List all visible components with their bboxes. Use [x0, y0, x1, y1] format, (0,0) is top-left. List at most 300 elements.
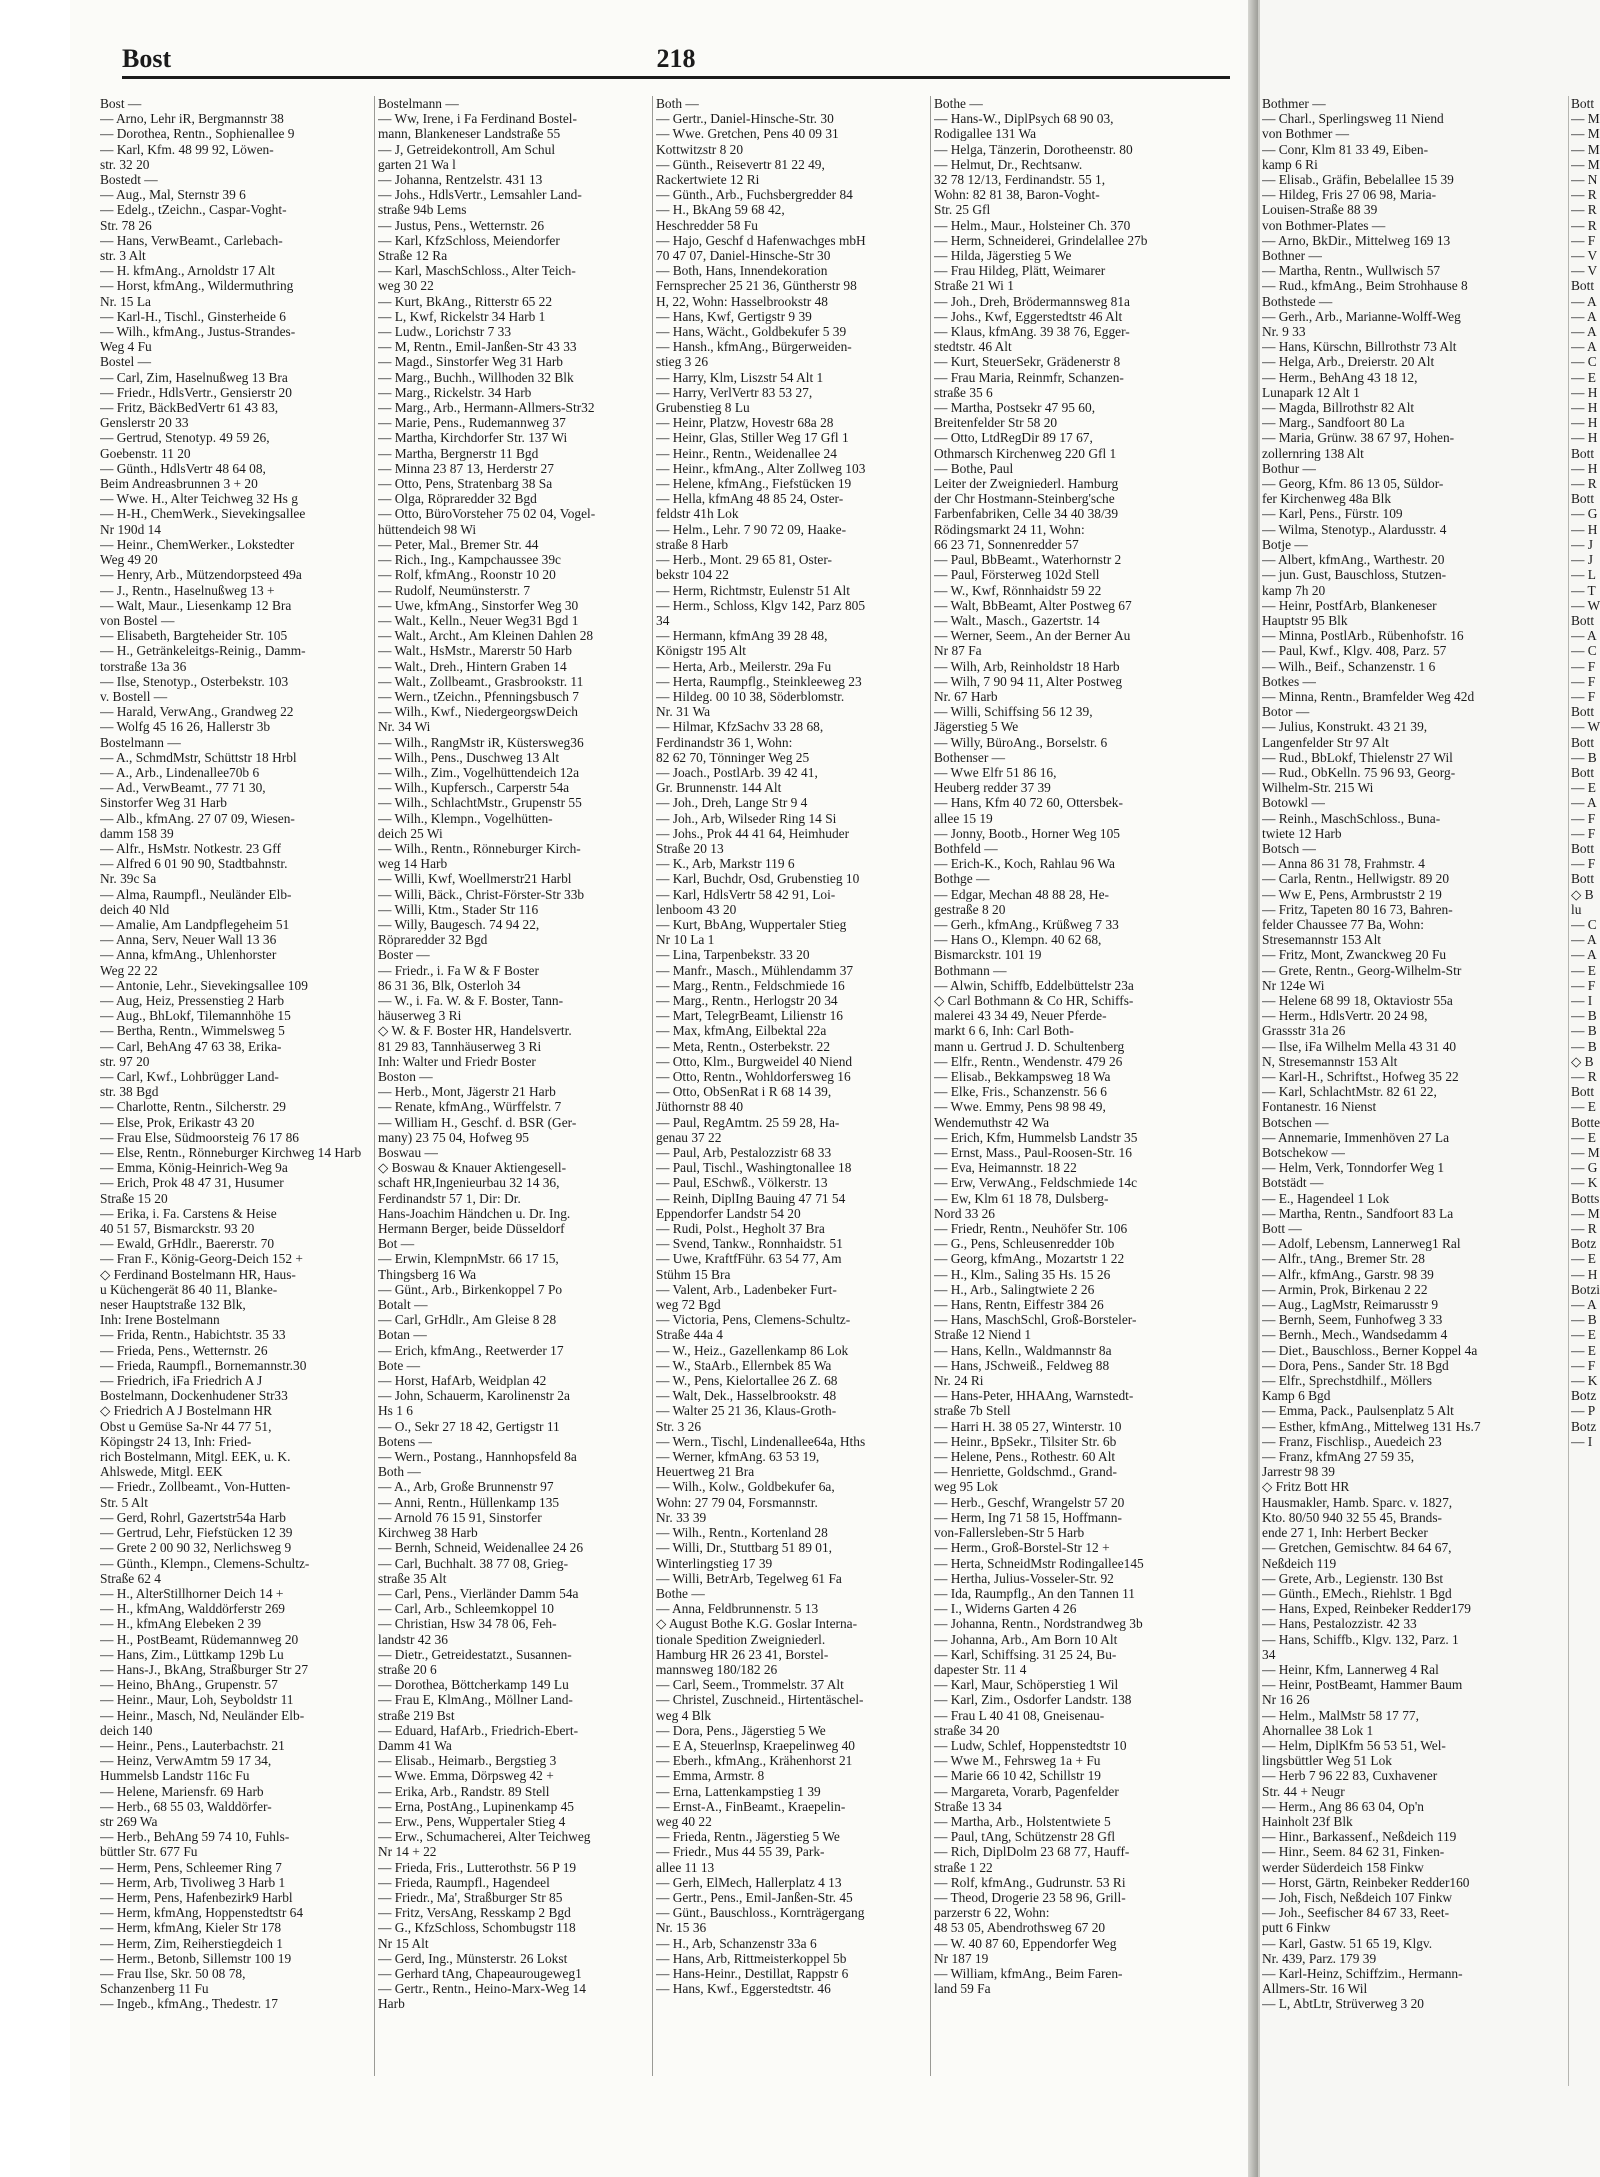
- directory-entry: — H. kfmAng., Arnoldstr 17 Alt: [100, 263, 275, 279]
- directory-entry: — Meta, Rentn., Osterbekstr. 22: [656, 1038, 831, 1054]
- directory-entry: — Elfr., Rentn., Wendenstr. 479 26: [934, 1053, 1123, 1069]
- directory-entry: — F: [1571, 810, 1596, 826]
- directory-entry: Botte: [1571, 1114, 1600, 1130]
- directory-entry: — Minna, PostlArb., Rübenhofstr. 16: [1262, 628, 1464, 644]
- directory-entry: Nr 14 + 22: [378, 1844, 437, 1860]
- directory-entry: — Ww E, Pens, Armbruststr 2 19: [1262, 886, 1442, 902]
- directory-entry: 81 29 83, Tannhäuserweg 3 Ri: [378, 1038, 542, 1054]
- directory-entry: schaft HR,Ingenieurbau 32 14 36,: [378, 1175, 560, 1191]
- directory-entry: Nr. 24 Ri: [934, 1373, 984, 1389]
- directory-entry: Goebenstr. 11 20: [100, 445, 191, 461]
- directory-entry: — Ludw., Lorichstr 7 33: [378, 324, 512, 340]
- directory-entry: — Gertr., Rentn., Heino-Marx-Weg 14: [378, 1981, 586, 1997]
- directory-entry: Bott: [1571, 96, 1595, 111]
- directory-entry: — Anna, Feldbrunnenstr. 5 13: [656, 1601, 819, 1617]
- directory-entry: — Ilse, Stenotyp., Osterbekstr. 103: [100, 673, 289, 689]
- directory-entry: Bostelmann —: [378, 96, 459, 111]
- directory-entry: lingsbüttler Weg 51 Lok: [1262, 1753, 1392, 1769]
- directory-entry: — Hans-W., DiplPsych 68 90 03,: [934, 111, 1114, 127]
- directory-entry: — H: [1571, 1266, 1598, 1282]
- directory-entry: — Hajo, Geschf d Hafenwachges mbH: [656, 232, 866, 248]
- directory-entry: — Harry, VerlVertr 83 53 27,: [656, 384, 813, 400]
- directory-entry: — E: [1571, 1251, 1596, 1267]
- directory-entry: — Hans, Arb, Rittmeisterkoppel 5b: [656, 1950, 847, 1966]
- directory-entry: lenboom 43 20: [656, 901, 737, 917]
- directory-entry: — Wwe Elfr 51 86 16,: [934, 764, 1057, 780]
- directory-entry: — A., Arb, Große Brunnenstr 97: [378, 1479, 554, 1495]
- directory-entry: — Elfr., Sprechstdhilf., Möllers: [1262, 1373, 1432, 1389]
- directory-entry: Nr 124e Wi: [1262, 977, 1325, 993]
- directory-entry: — Alwin, Schiffb, Eddelbüttelstr 23a: [934, 977, 1134, 993]
- directory-entry: — Carl, Kwf., Lohbrügger Land-: [100, 1069, 279, 1084]
- directory-entry: weg 72 Bgd: [656, 1297, 721, 1313]
- directory-entry: — Horst, kfmAng., Wildermuthring: [100, 278, 294, 294]
- directory-entry: — L, AbtLtr, Strüverweg 3 20: [1262, 1996, 1424, 2012]
- directory-entry: Hs 1 6: [378, 1403, 413, 1419]
- directory-entry: Nr. 439, Parz. 179 39: [1262, 1950, 1377, 1966]
- directory-entry: — Wwe. H., Alter Teichweg 32 Hs g: [100, 491, 298, 507]
- directory-entry: Bothfeld —: [934, 840, 998, 856]
- directory-column-4: [934, 96, 1206, 2086]
- directory-entry: — Helene, kfmAng., Fiefstücken 19: [656, 476, 852, 492]
- directory-entry: — Magd., Sinstorfer Weg 31 Harb: [378, 354, 563, 370]
- directory-entry: many) 23 75 04, Hofweg 95: [378, 1129, 529, 1145]
- directory-entry: — Charl., Sperlingsweg 11 Niend: [1262, 111, 1444, 127]
- directory-entry: — C: [1571, 354, 1597, 370]
- directory-entry: — Kurt, SteuerSekr, Grädenerstr 8: [934, 354, 1121, 370]
- directory-entry: Bost —: [100, 96, 142, 111]
- directory-entry: — Bothe, Paul: [934, 460, 1014, 476]
- directory-entry: — Manfr., Masch., Mühlendamm 37: [656, 962, 854, 978]
- directory-entry: — Frau Maria, Reinmfr, Schanzen-: [934, 369, 1124, 385]
- directory-entry: Botz: [1571, 1418, 1597, 1434]
- directory-entry: — Herm, Pens, Schleemer Ring 7: [100, 1859, 282, 1875]
- directory-entry: — H., kfmAng, Walddörferstr 269: [100, 1601, 285, 1617]
- directory-entry: — Wern., Postang., Hannhopsfeld 8a: [378, 1449, 577, 1465]
- directory-entry: — Helene 68 99 18, Oktaviostr 55a: [1262, 992, 1453, 1008]
- directory-entry: — Wilh, 7 90 94 11, Alter Postweg: [934, 673, 1123, 689]
- directory-entry: Hamburg HR 26 23 41, Borstel-: [656, 1646, 829, 1662]
- directory-entry: — Svend, Tankw., Ronnhaidstr. 51: [656, 1236, 843, 1252]
- directory-entry: — John, Schauerm, Karolinenstr 2a: [378, 1388, 570, 1404]
- directory-entry: Sinstorfer Weg 31 Harb: [100, 795, 227, 811]
- directory-entry: — Hans, Pestalozzistr. 42 33: [1262, 1616, 1417, 1632]
- directory-entry: — H., BkAng 59 68 42,: [656, 202, 785, 218]
- directory-entry: — Hildeg, Fris 27 06 98, Maria-: [1262, 187, 1437, 203]
- directory-entry: — Maria, Grünw. 38 67 97, Hohen-: [1262, 430, 1455, 446]
- directory-entry: — jun. Gust, Bauschloss, Stutzen-: [1262, 567, 1447, 583]
- directory-entry: — Fritz, BäckBedVertr 61 43 83,: [100, 400, 279, 416]
- directory-entry: Botz: [1571, 1236, 1597, 1252]
- directory-entry: — Margareta, Vorarb, Pagenfelder: [934, 1783, 1119, 1799]
- directory-entry: straße 7b Stell: [934, 1403, 1011, 1419]
- directory-entry: — M: [1571, 141, 1600, 157]
- directory-entry: ◇ Fritz Bott HR: [1262, 1479, 1350, 1495]
- directory-entry: — Carl, Seem., Trommelstr. 37 Alt: [656, 1677, 844, 1693]
- directory-entry: — Erw., Pens, Wuppertaler Stieg 4: [378, 1813, 566, 1829]
- directory-entry: — Frau Hildeg, Plätt, Weimarer: [934, 263, 1106, 279]
- directory-entry: — Hermann, kfmAng 39 28 48,: [656, 628, 828, 644]
- directory-entry: — Johanna, Arb., Am Born 10 Alt: [934, 1631, 1118, 1647]
- directory-entry: — Günt., Bauschloss., Kornträgergang: [656, 1905, 865, 1921]
- directory-entry: — H: [1571, 430, 1598, 446]
- directory-entry: — Karl, SchlachtMstr. 82 61 22,: [1262, 1084, 1437, 1100]
- directory-entry: — E., Hagendeel 1 Lok: [1262, 1190, 1390, 1206]
- directory-entry: — Paul, Kwf., Klgv. 408, Parz. 57: [1262, 643, 1447, 659]
- directory-entry: — Kurt, BbAng, Wuppertaler Stieg: [656, 916, 847, 932]
- directory-entry: — Heinz, VerwAmtm 59 17 34,: [100, 1753, 272, 1769]
- directory-entry: — H., PostBeamt, Rüdemannweg 20: [100, 1631, 299, 1647]
- directory-entry: — Johanna, Rentn., Nordstrandweg 3b: [934, 1616, 1143, 1632]
- directory-entry: — Grete, Arb., Legienstr. 130 Bst: [1262, 1570, 1444, 1586]
- directory-entry: — Dorothea, Rentn., Sophienallee 9: [100, 126, 295, 142]
- directory-entry: — Dora, Pens., Sander Str. 18 Bgd: [1262, 1357, 1449, 1373]
- directory-entry: — E: [1571, 1129, 1596, 1145]
- directory-entry: — Herm., BehAng 43 18 12,: [1262, 369, 1418, 385]
- directory-entry: Botz: [1571, 1388, 1597, 1404]
- directory-entry: Röpraredder 32 Bgd: [378, 932, 488, 948]
- directory-entry: — Annemarie, Immenhöven 27 La: [1262, 1129, 1450, 1145]
- directory-entry: — Ad., VerwBeamt., 77 71 30,: [100, 780, 266, 796]
- directory-entry: — Edelg., tZeichn., Caspar-Voght-: [100, 202, 287, 218]
- directory-entry: Stresemannstr 153 Alt: [1262, 932, 1382, 948]
- directory-entry: Kto. 80/50 940 32 55 45, Brands-: [1262, 1509, 1443, 1525]
- directory-entry: Nr. 39c Sa: [100, 871, 157, 887]
- directory-entry: — Ww, Irene, i Fa Ferdinand Bostel-: [378, 111, 577, 127]
- directory-entry: — Wwe M., Fehrsweg 1a + Fu: [934, 1753, 1101, 1769]
- directory-entry: Weg 22 22: [100, 962, 158, 978]
- directory-entry: Inh: Irene Bostelmann: [100, 1312, 220, 1328]
- directory-entry: — M: [1571, 111, 1600, 127]
- directory-entry: — Elisab., Heimarb., Bergstieg 3: [378, 1753, 557, 1769]
- directory-entry: — Hans, Wächt., Goldbekufer 5 39: [656, 324, 847, 340]
- directory-entry: — B: [1571, 1038, 1597, 1054]
- directory-entry: — Hans, Zim., Lüttkamp 129b Lu: [100, 1646, 284, 1662]
- directory-entry: — Herm., Betonb, Sillemstr 100 19: [100, 1950, 292, 1966]
- directory-entry: — Emma, König-Heinrich-Weg 9a: [100, 1160, 288, 1176]
- directory-entry: Botstädt —: [1262, 1175, 1324, 1191]
- directory-entry: — Conr, Klm 81 33 49, Eiben-: [1262, 141, 1429, 157]
- directory-entry: — Hans, Exped, Reinbeker Redder179: [1262, 1601, 1471, 1617]
- next-page-strip: [1568, 96, 1600, 2086]
- directory-entry: — Bernh, Seem, Funhofweg 3 33: [1262, 1312, 1443, 1328]
- directory-entry: — R: [1571, 187, 1597, 203]
- directory-entry: 40 51 57, Bismarckstr. 93 20: [100, 1221, 255, 1237]
- directory-entry: — Helm., Lehr. 7 90 72 09, Haake-: [656, 521, 847, 537]
- directory-entry: — W: [1571, 597, 1600, 613]
- directory-entry: — Otto, Klm., Burgweidel 40 Niend: [656, 1053, 853, 1069]
- directory-entry: — G: [1571, 506, 1598, 522]
- directory-entry: Straße 12 Ra: [378, 248, 448, 264]
- directory-entry: — Wilh., Kupfersch., Carperstr 54a: [378, 780, 570, 796]
- directory-entry: — Hans, Schiffb., Klgv. 132, Parz. 1: [1262, 1631, 1459, 1647]
- directory-entry: — H: [1571, 400, 1598, 416]
- directory-entry: — Gerhard tAng, Chapeaurougeweg1: [378, 1965, 582, 1981]
- directory-entry: — Georg, kfmAng., Mozartstr 1 22: [934, 1251, 1125, 1267]
- directory-entry: — Frau L 40 41 08, Gneisenau-: [934, 1707, 1105, 1723]
- directory-entry: Weg 49 20: [100, 552, 158, 568]
- directory-entry: Botzi: [1571, 1281, 1600, 1297]
- directory-entry: — R: [1571, 1069, 1597, 1084]
- directory-entry: — Esther, kfmAng., Mittelweg 131 Hs.7: [1262, 1418, 1481, 1434]
- directory-entry: — William H., Geschf. d. BSR (Ger-: [378, 1114, 577, 1130]
- directory-entry: — Wilh., Rentn., Kortenland 28: [656, 1525, 828, 1541]
- directory-entry: — R: [1571, 476, 1597, 492]
- directory-entry: — Marg., Rentn., Herlogstr 20 34: [656, 992, 838, 1008]
- directory-entry: — Carl, BehAng 47 63 38, Erika-: [100, 1038, 282, 1054]
- column-rule: [374, 96, 375, 2076]
- directory-entry: — Julius, Konstrukt. 43 21 39,: [1262, 719, 1428, 735]
- directory-entry: — Karl, MaschSchloss., Alter Teich-: [378, 263, 576, 279]
- directory-entry: — Karl, Pens., Fürstr. 109: [1262, 506, 1403, 522]
- directory-entry: — Friedr, Rentn., Neuhöfer Str. 106: [934, 1221, 1128, 1237]
- directory-entry: — Carla, Rentn., Hellwigstr. 89 20: [1262, 871, 1450, 887]
- directory-entry: — P: [1571, 1403, 1596, 1419]
- directory-entry: — Fritz, VersAng, Resskamp 2 Bgd: [378, 1905, 571, 1921]
- page-number: 218: [656, 44, 696, 73]
- directory-entry: damm 158 39: [100, 825, 174, 841]
- directory-entry: — Rolf, kfmAng., Roonstr 10 20: [378, 567, 556, 583]
- directory-entry: deich 25 Wi: [378, 825, 443, 841]
- directory-entry: — Franz, Fischlisp., Auedeich 23: [1262, 1433, 1442, 1449]
- directory-entry: Bothmer —: [1262, 96, 1326, 111]
- directory-entry: — F: [1571, 688, 1596, 704]
- directory-entry: Bostedt —: [100, 172, 158, 188]
- directory-entry: — W., Kwf, Rönnhaidstr 59 22: [934, 582, 1102, 598]
- directory-entry: — H: [1571, 460, 1598, 476]
- directory-entry: von Bothmer —: [1262, 126, 1350, 142]
- directory-entry: — Joh., Dreh, Brödermannsweg 81a: [934, 293, 1130, 309]
- directory-entry: — K: [1571, 1373, 1598, 1389]
- directory-entry: — Heinr., kfmAng., Alter Zollweg 103: [656, 460, 866, 476]
- directory-entry: — Helm., MalMstr 58 17 77,: [1262, 1707, 1419, 1723]
- directory-entry: deich 40 Nld: [100, 901, 170, 917]
- directory-entry: — Paul, Arb, Pestalozzistr 68 33: [656, 1145, 832, 1161]
- directory-entry: — Charlotte, Rentn., Silcherstr. 29: [100, 1099, 286, 1115]
- directory-entry: — Heino, BhAng., Grupenstr. 57: [100, 1677, 278, 1693]
- directory-entry: — Wilh., Beif., Schanzenstr. 1 6: [1262, 658, 1436, 674]
- directory-entry: — Helga, Arb., Dreierstr. 20 Alt: [1262, 354, 1435, 370]
- directory-entry: — Hertha, Julius-Vosseler-Str. 92: [934, 1570, 1114, 1586]
- directory-entry: Grassstr 31a 26: [1262, 1023, 1346, 1039]
- directory-entry: — Karl, KfzSchloss, Meiendorfer: [378, 232, 560, 248]
- directory-entry: — M: [1571, 1205, 1600, 1221]
- directory-entry: — Rud., BbLokf, Thielenstr 27 Wil: [1262, 749, 1453, 765]
- directory-entry: — Herm., Schloss, Klgv 142, Parz 805: [656, 597, 866, 613]
- directory-entry: — Martha, Kirchdorfer Str. 137 Wi: [378, 430, 568, 446]
- book-gutter: [1248, 0, 1258, 2177]
- directory-entry: Stühm 15 Bra: [656, 1266, 731, 1282]
- directory-entry: Hermann Berger, beide Düsseldorf: [378, 1221, 565, 1237]
- directory-entry: — J: [1571, 552, 1593, 568]
- directory-entry: Botts: [1571, 1190, 1600, 1206]
- directory-entry: — Kurt, BkAng., Ritterstr 65 22: [378, 293, 553, 309]
- directory-entry: — Wilh, Arb, Reinholdstr 18 Harb: [934, 658, 1120, 674]
- directory-entry: — Anna, Serv, Neuer Wall 13 36: [100, 932, 277, 948]
- directory-entry: Bote —: [378, 1357, 421, 1373]
- directory-entry: — Rich., Ing., Kampchaussee 39c: [378, 552, 561, 568]
- directory-entry: — Herm., Groß-Borstel-Str 12 +: [934, 1540, 1110, 1556]
- directory-entry: — Hilmar, KfzSachv 33 28 68,: [656, 719, 824, 735]
- directory-entry: — Günth., EMech., Riehlstr. 1 Bgd: [1262, 1585, 1452, 1601]
- directory-entry: — Walt., Archt., Am Kleinen Dahlen 28: [378, 628, 594, 644]
- directory-entry: — T: [1571, 582, 1596, 598]
- directory-entry: Boston —: [378, 1069, 433, 1084]
- directory-entry: deich 140: [100, 1722, 153, 1738]
- directory-entry: — Hildeg. 00 10 38, Söderblomstr.: [656, 688, 845, 704]
- directory-entry: Both —: [378, 1464, 421, 1480]
- directory-entry: str. 38 Bgd: [100, 1084, 159, 1100]
- directory-entry: Bismarckstr. 101 19: [934, 947, 1042, 963]
- directory-entry: — W., Pens, Kielortallee 26 Z. 68: [656, 1373, 838, 1389]
- directory-entry: — Hans-J., BkAng, Straßburger Str 27: [100, 1661, 309, 1677]
- directory-entry: — Herm, Arb, Tivoliweg 3 Harb 1: [100, 1874, 286, 1890]
- directory-entry: — H., Getränkeleitgs-Reinig., Damm-: [100, 643, 306, 659]
- directory-entry: — Aug., BhLokf, Tilemannhöhe 15: [100, 1008, 291, 1024]
- directory-entry: v. Bostell —: [100, 688, 168, 704]
- directory-entry: — Wilh., Zim., Vogelhüttendeich 12a: [378, 764, 580, 780]
- directory-entry: — Friedr., Ma', Straßburger Str 85: [378, 1889, 563, 1905]
- directory-entry: — Hans, Kürschn, Billrothstr 73 Alt: [1262, 339, 1457, 355]
- directory-entry: Kottwitzstr 8 20: [656, 141, 744, 157]
- directory-entry: — Otto, ObSenRat i R 68 14 39,: [656, 1084, 832, 1100]
- directory-entry: — Eva, Heimannstr. 18 22: [934, 1160, 1077, 1176]
- directory-entry: Nr. 31 Wa: [656, 704, 711, 720]
- directory-entry: — F: [1571, 1357, 1596, 1373]
- directory-entry: Boster —: [378, 947, 430, 963]
- directory-entry: — Karl, Kfm. 48 99 92, Löwen-: [100, 141, 274, 157]
- directory-entry: Heuertweg 21 Bra: [656, 1464, 755, 1480]
- directory-entry: — Erw, VerwAng., Feldschmiede 14c: [934, 1175, 1138, 1191]
- directory-entry: mannsweg 180/182 26: [656, 1661, 778, 1677]
- directory-entry: — Frieda, Raumpfl., Hagendeel: [378, 1874, 550, 1890]
- directory-entry: — W: [1571, 719, 1600, 735]
- directory-entry: ◇ August Bothe K.G. Goslar Interna-: [656, 1616, 858, 1632]
- directory-entry: Nr 187 19: [934, 1950, 989, 1966]
- directory-entry: — Hans O., Klempn. 40 62 68,: [934, 932, 1102, 948]
- directory-entry: — Else, Rentn., Rönneburger Kirchweg 14 Harb: [100, 1145, 362, 1161]
- directory-entry: — Aug, Heiz, Pressenstieg 2 Harb: [100, 992, 285, 1008]
- directory-entry: — Anni, Rentn., Hüllenkamp 135: [378, 1494, 560, 1510]
- directory-entry: Hummelsb Landstr 116c Fu: [100, 1768, 250, 1784]
- directory-entry: — Herb., Mont, Jägerstr 21 Harb: [378, 1084, 556, 1100]
- directory-entry: — O., Sekr 27 18 42, Gertigstr 11: [378, 1418, 560, 1434]
- directory-entry: — Alfred 6 01 90 90, Stadtbahnstr.: [100, 856, 288, 872]
- directory-entry: — Victoria, Pens, Clemens-Schultz-: [656, 1312, 851, 1328]
- directory-entry: — Uwe, kfmAng., Sinstorfer Weg 30: [378, 597, 579, 613]
- directory-entry: weg 40 22: [656, 1813, 712, 1829]
- directory-entry: Str. 44 + Neugr: [1262, 1783, 1345, 1799]
- directory-entry: — Karl, Schiffsing. 31 25 24, Bu-: [934, 1646, 1117, 1662]
- directory-entry: Nr 15 Alt: [378, 1935, 429, 1951]
- directory-entry: u Küchengerät 86 40 11, Blanke-: [100, 1281, 278, 1297]
- directory-entry: Bothenser —: [934, 749, 1006, 765]
- directory-entry: straße 1 22: [934, 1859, 993, 1875]
- directory-entry: dapester Str. 11 4: [934, 1661, 1027, 1677]
- directory-entry: Straße 15 20: [100, 1190, 168, 1206]
- directory-entry: straße 219 Bst: [378, 1707, 455, 1723]
- directory-entry: — Heinr., Rentn., Weidenallee 24: [656, 445, 837, 461]
- directory-entry: Wohn: 82 81 38, Baron-Voght-: [934, 187, 1100, 203]
- directory-entry: — Franz, kfmAng 27 59 35,: [1262, 1449, 1415, 1465]
- directory-entry: — Otto, BüroVorsteher 75 02 04, Vogel-: [378, 506, 596, 522]
- directory-entry: Ahornallee 38 Lok 1: [1262, 1722, 1374, 1738]
- directory-entry: — A: [1571, 339, 1597, 355]
- directory-entry: Str. 25 Gfl: [934, 202, 991, 218]
- directory-entry: — Marg., Buchh., Willhoden 32 Blk: [378, 369, 574, 385]
- directory-entry: — Hans, Kwf, Gertigstr 9 39: [656, 308, 812, 324]
- directory-entry: Botowkl —: [1262, 795, 1325, 811]
- directory-entry: — Arno, Lehr iR, Bergmannstr 38: [100, 111, 284, 127]
- directory-entry: — Wwe. Emmy, Pens 98 98 49,: [934, 1099, 1106, 1115]
- directory-entry: 86 31 36, Blk, Osterloh 34: [378, 977, 521, 993]
- directory-entry: — H., Arb, Schanzenstr 33a 6: [656, 1935, 817, 1951]
- directory-entry: straße 20 6: [378, 1661, 437, 1677]
- directory-entry: Langenfelder Str 97 Alt: [1262, 734, 1389, 750]
- directory-entry: Hainholt 23f Blk: [1262, 1813, 1353, 1829]
- directory-entry: feldstr 41h Lok: [656, 506, 739, 522]
- directory-entry: — Walt., HsMstr., Marerstr 50 Harb: [378, 643, 572, 659]
- directory-entry: Botkes —: [1262, 673, 1316, 689]
- directory-entry: zollernring 138 Alt: [1262, 445, 1364, 461]
- directory-entry: — Karl-H., Tischl., Ginsterheide 6: [100, 308, 286, 324]
- directory-entry: — Aug., LagMstr, Reimarusstr 9: [1262, 1297, 1439, 1313]
- directory-entry: häuserweg 3 Ri: [378, 1008, 462, 1024]
- directory-entry: Botor —: [1262, 704, 1310, 720]
- directory-entry: — H., Arb., Salingtwiete 2 26: [934, 1281, 1095, 1297]
- directory-entry: straße 8 Harb: [656, 536, 729, 552]
- directory-entry: — Dorothea, Böttcherkamp 149 Lu: [378, 1677, 569, 1693]
- directory-entry: — Wwe. Gretchen, Pens 40 09 31: [656, 126, 839, 142]
- directory-entry: — Karl, Zim., Osdorfer Landstr. 138: [934, 1692, 1132, 1708]
- directory-entry: — Heinr, Kfm, Lannerweg 4 Ral: [1262, 1661, 1439, 1677]
- directory-entry: — A., SchmdMstr, Schüttstr 18 Hrbl: [100, 749, 297, 765]
- directory-entry: Eppendorfer Landstr 54 20: [656, 1205, 801, 1221]
- directory-entry: — Grete 2 00 90 32, Nerlichsweg 9: [100, 1540, 292, 1556]
- directory-entry: — Aug., Mal, Sternstr 39 6: [100, 187, 246, 203]
- directory-entry: mann, Blankeneser Landstraße 55: [378, 126, 561, 142]
- directory-entry: — Hella, kfmAng 48 85 24, Oster-: [656, 491, 844, 507]
- directory-entry: — Friedr., Zollbeamt., Von-Hutten-: [100, 1479, 291, 1495]
- directory-entry: Botsch —: [1262, 840, 1316, 856]
- directory-entry: — Uwe, KraftfFühr. 63 54 77, Am: [656, 1251, 842, 1267]
- directory-entry: — Helmut, Dr., Rechtsanw.: [934, 156, 1083, 172]
- directory-entry: — Mart, TelegrBeamt, Lilienstr 16: [656, 1008, 843, 1024]
- directory-entry: Str. 78 26: [100, 217, 152, 233]
- directory-entry: N, Stresemannstr 153 Alt: [1262, 1053, 1398, 1069]
- directory-entry: — Walt., Zollbeamt., Grasbrookstr. 11: [378, 673, 584, 689]
- directory-entry: — Marie, Pens., Rudemannweg 37: [378, 415, 566, 431]
- directory-entry: — Helga, Tänzerin, Dorotheenstr. 80: [934, 141, 1133, 157]
- directory-entry: — Willi, Bäck., Christ-Förster-Str 33b: [378, 886, 585, 902]
- directory-entry: kamp 7h 20: [1262, 582, 1326, 598]
- directory-entry: Allmers-Str. 16 Wil: [1262, 1981, 1368, 1997]
- directory-entry: torstraße 13a 36: [100, 658, 187, 674]
- directory-entry: Weg 4 Fu: [100, 339, 152, 355]
- directory-entry: Rodigallee 131 Wa: [934, 126, 1037, 142]
- directory-entry: Königstr 195 Alt: [656, 643, 747, 659]
- directory-entry: Bott: [1571, 764, 1595, 780]
- directory-entry: — Joh., Seefischer 84 67 33, Reet-: [1262, 1905, 1450, 1921]
- directory-entry: — Christel, Zuschneid., Hirtentäschel-: [656, 1692, 864, 1708]
- directory-entry: — E: [1571, 369, 1596, 385]
- directory-entry: — A: [1571, 932, 1597, 948]
- directory-entry: neser Hauptstraße 132 Blk,: [100, 1297, 246, 1313]
- directory-entry: Straße 44a 4: [656, 1327, 723, 1343]
- directory-entry: Fernsprecher 25 21 36, Güntherstr 98: [656, 278, 857, 294]
- directory-entry: — Hans, MaschSchl, Groß-Borsteler-: [934, 1312, 1137, 1328]
- directory-entry: ◇ W. & F. Boster HR, Handelsvertr.: [378, 1023, 572, 1039]
